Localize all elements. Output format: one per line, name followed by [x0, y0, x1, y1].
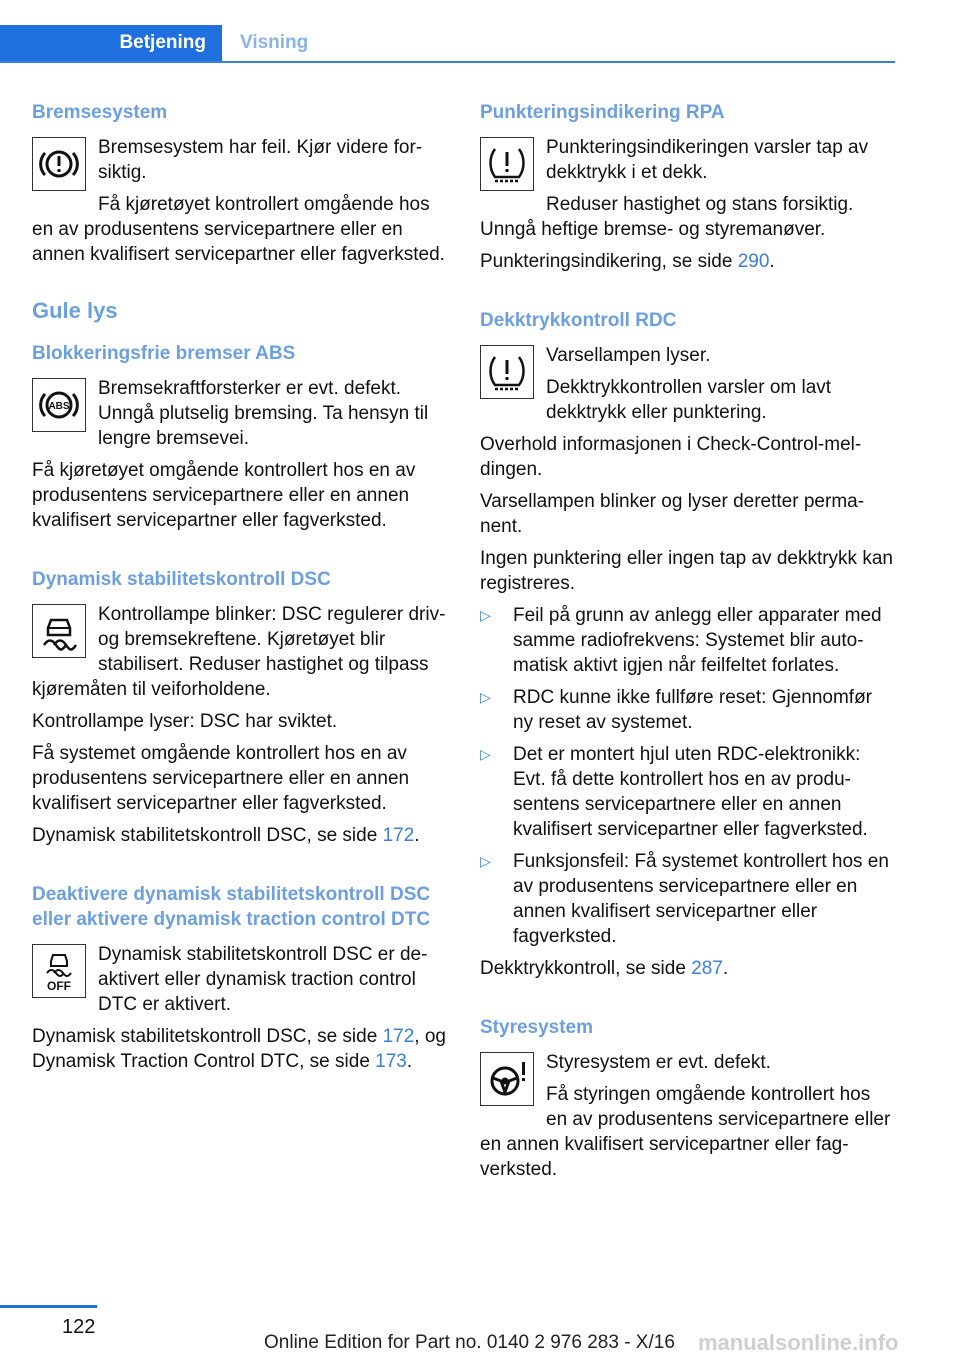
- triangle-bullet-icon: ▷: [480, 746, 491, 762]
- rdc-text-2: Dekktrykkontrollen varsler om lavt dekktrykk eller punktering.: [546, 377, 832, 423]
- rdc-text-5: Ingen punktering eller ingen tap av dekktrykk kan registreres.: [480, 548, 893, 594]
- steering-warning-icon: [480, 1052, 534, 1106]
- styre-text-1: Styresystem er evt. defekt.: [546, 1052, 771, 1073]
- rdc-text-1: Varsellampen lyser.: [546, 345, 711, 366]
- tab-betjening[interactable]: Betjening: [0, 25, 222, 61]
- watermark: manualsonline.info: [698, 1330, 899, 1355]
- section-title-rdc: Dekktrykkontroll RDC: [480, 310, 677, 331]
- triangle-bullet-icon: ▷: [480, 689, 491, 705]
- section-title-gule-lys: Gule lys: [32, 298, 118, 323]
- section-dsc-off: [32, 942, 450, 1074]
- rpa-text-2: Reduser hastighet og stans forsiktig. Unngå heftige bremse- og styremanøver.: [480, 194, 854, 240]
- dsc-text-2: Kontrollampe lyser: DSC har sviktet.: [32, 711, 338, 732]
- rpa-text-1: Punkteringsindikeringen varsler tap av dekktrykk i et dekk.: [546, 137, 869, 183]
- abs-text-2: Få kjøretøyet omgående kontrollert hos en av produsentens servicepartnere eller en annen kvalifisert servicepartner eller fagverksted.: [32, 460, 416, 531]
- rdc-text-3: Overhold informasjonen i Check-Control-meldingen.: [480, 434, 862, 480]
- bremse-text-2: Få kjøretøyet kontrollert omgående hos en av produsentens servicepartnere eller en annen kvalifisert servicepartner eller fagverksted.: [32, 194, 445, 265]
- tire-pressure-icon: [480, 137, 534, 191]
- section-title-dsc: Dynamisk stabilitetskontroll DSC: [32, 569, 331, 590]
- section-bremsesystem: [32, 135, 450, 267]
- dsc-off-icon: [32, 944, 86, 998]
- section-title-styresystem: Styresystem: [480, 1017, 594, 1038]
- styre-text-2: Få styringen omgående kontrollert hos en av produsentens servicepartnere eller en annen kvalifisert servicepartner eller fagverksted.: [480, 1084, 891, 1180]
- rdc-text-4: Varsellampen blinker og lyser deretter permanent.: [480, 491, 865, 537]
- section-title-dsc-off: Deaktivere dynamisk stabilitetskontroll DSC eller aktivere dynamisk traction control DTC: [32, 884, 431, 930]
- page-link-287[interactable]: 287: [691, 958, 723, 979]
- edition-text: Online Edition for Part no. 0140 2 976 283 - X/16: [264, 1332, 675, 1353]
- brake-warning-icon: [32, 137, 86, 191]
- dsc-icon: [32, 604, 86, 658]
- dsc-text-1: Kontrollampe blinker: DSC regulerer driv- og bremsekreftene. Kjøretøyet blir stabilisert. Reduser hastighet og tilpass kjøremåten til veiforholdene.: [32, 604, 446, 700]
- rdc-reference: Dekktrykkontroll, se side 287.: [480, 958, 729, 979]
- bremse-text-1: Bremsesystem har feil. Kjør videre forsiktig.: [98, 137, 423, 183]
- left-column: [32, 100, 450, 1081]
- list-item: ▷ RDC kunne ikke fullføre reset: Gjennomfør ny reset av systemet.: [480, 687, 873, 733]
- section-abs: [32, 376, 450, 533]
- section-rpa: [480, 135, 895, 274]
- section-title-rpa: Punkteringsindikering RPA: [480, 102, 725, 123]
- triangle-bullet-icon: ▷: [480, 607, 491, 623]
- page-link-173[interactable]: 173: [375, 1051, 407, 1072]
- section-styresystem: [480, 1050, 895, 1182]
- section-rdc: [480, 343, 895, 981]
- rpa-reference: Punkteringsindikering, se side 290.: [480, 251, 775, 272]
- dsc-off-reference: Dynamisk stabilitetskontroll DSC, se side 172, og Dynamisk Traction Control DTC, se side 173.: [32, 1026, 446, 1072]
- dsc-off-text-1: Dynamisk stabilitetskontroll DSC er deaktivert eller dynamisk traction control DTC er aktivert.: [98, 944, 428, 1015]
- list-item: ▷ Funksjonsfeil: Få systemet kontrollert hos en av produsentens servicepartnere eller en annen kvalifisert servicepartner eller fagverksted.: [480, 851, 889, 947]
- page-number: 122: [62, 1316, 96, 1338]
- page-link-172-b[interactable]: 172: [382, 1026, 415, 1047]
- abs-text-1: Bremsekraftforsterker er evt. defekt. Unngå plutselig bremsing. Ta hensyn til lengre bremsevei.: [98, 378, 429, 449]
- page-link-290[interactable]: 290: [737, 251, 770, 272]
- dsc-text-3: Få systemet omgående kontrollert hos en av produsentens servicepartnere eller en annen kvalifisert servicepartner eller fagverksted.: [32, 743, 410, 814]
- tab-bar: [0, 25, 895, 63]
- rdc-bullet-list: [480, 603, 895, 949]
- svg-text:ABS: ABS: [48, 401, 70, 412]
- footer-accent-line: [0, 1305, 97, 1308]
- dsc-reference: Dynamisk stabilitetskontroll DSC, se side 172.: [32, 825, 420, 846]
- abs-icon: [32, 378, 86, 432]
- right-column: [480, 100, 895, 1189]
- section-title-bremsesystem: Bremsesystem: [32, 102, 168, 123]
- tab-visning[interactable]: Visning: [240, 32, 309, 53]
- section-title-abs: Blokkeringsfrie bremser ABS: [32, 343, 296, 364]
- page-link-172[interactable]: 172: [382, 825, 415, 846]
- tire-pressure-icon: [480, 345, 534, 399]
- triangle-bullet-icon: ▷: [480, 853, 491, 869]
- list-item: ▷ Feil på grunn av anlegg eller apparater med samme radiofrekvens: Systemet blir automatisk aktivt igjen når feilfeltet forlates.: [480, 605, 882, 676]
- svg-text:OFF: OFF: [47, 979, 71, 993]
- list-item: ▷ Det er montert hjul uten RDC-elektronikk: Evt. få dette kontrollert hos en av produsentens servicepartnere eller en annen kvalifisert servicepartner eller fagverksted.: [480, 744, 868, 840]
- section-dsc: [32, 602, 450, 848]
